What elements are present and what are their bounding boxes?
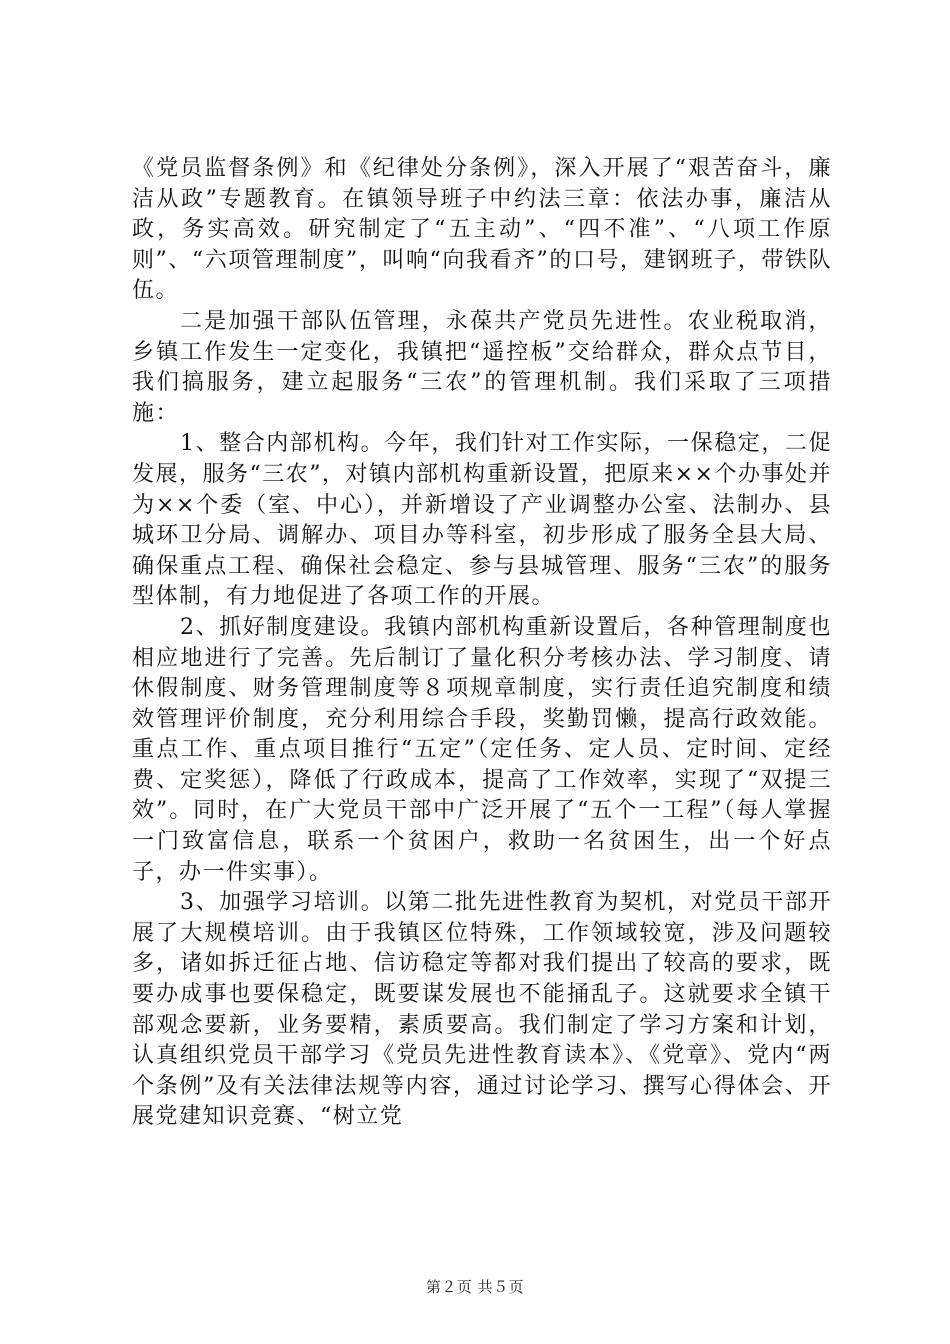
paragraph-continuation: 《党员监督条例》和《纪律处分条例》，深入开展了“艰苦奋斗，廉洁从政”专题教育。在镇领导班子中约法三章：依法办事，廉洁从政，务实高效。研究制定了“五主动”、“四不准”、“八项工作原则”、“六项管理制度”，叫响“向我看齐”的口号，建钢班子，带铁队伍。: [132, 156, 832, 304]
paragraph-study-training: 3、加强学习培训。以第二批先进性教育为契机，对党员干部开展了大规模培训。由于我镇区位特殊，工作领域较宽，涉及问题较多，诸如拆迁征占地、信访稳定等都对我们提出了较高的要求，既要办成事也要保稳定，既要谋发展也不能捅乱子。这就要求全镇干部观念要新，业务要精，素质要高。我们制定了学习方案和计划，认真组织党员干部学习《党员先进性教育读本》、《党章》、党内“两个条例”及有关法律法规等内容，通过讨论学习、撰写心得体会、开展党建知识竞赛、“树立党: [132, 890, 832, 1130]
paragraph-integrate-institutions: 1、整合内部机构。今年，我们针对工作实际，一保稳定，二促发展，服务“三农”，对镇内部机构重新设置，把原来××个办事处并为××个委（室、中心），并新增设了产业调整办公室、法制办、县城环卫分局、调解办、项目办等科室，初步形成了服务全县大局、确保重点工程、确保社会稳定、参与县城管理、服务“三农”的服务型体制，有力地促进了各项工作的开展。: [132, 431, 832, 610]
paragraph-system-building: 2、抓好制度建设。我镇内部机构重新设置后，各种管理制度也相应地进行了完善。先后制订了量化积分考核办法、学习制度、请休假制度、财务管理制度等８项规章制度，实行责任追究制度和绩效管理评价制度，充分利用综合手段，奖勤罚懒，提高行政效能。重点工作、重点项目推行“五定”（定任务、定人员、定时间、定经费、定奖惩），降低了行政成本，提高了工作效率，实现了“双提三效”。同时，在广大党员干部中广泛开展了“五个一工程”（每人掌握一门致富信息，联系一个贫困户，救助一名贫困生，出一个好点子，办一件实事）。: [132, 614, 832, 885]
paragraph-cadre-management: 二是加强干部队伍管理，永葆共产党员先进性。农业税取消，乡镇工作发生一定变化，我镇把“遥控板”交给群众，群众点节目，我们搞服务，建立起服务“三农”的管理机制。我们采取了三项措施：: [132, 308, 832, 426]
page-number-footer: 第２页 共５页: [425, 1278, 525, 1296]
document-body: [132, 154, 832, 1133]
